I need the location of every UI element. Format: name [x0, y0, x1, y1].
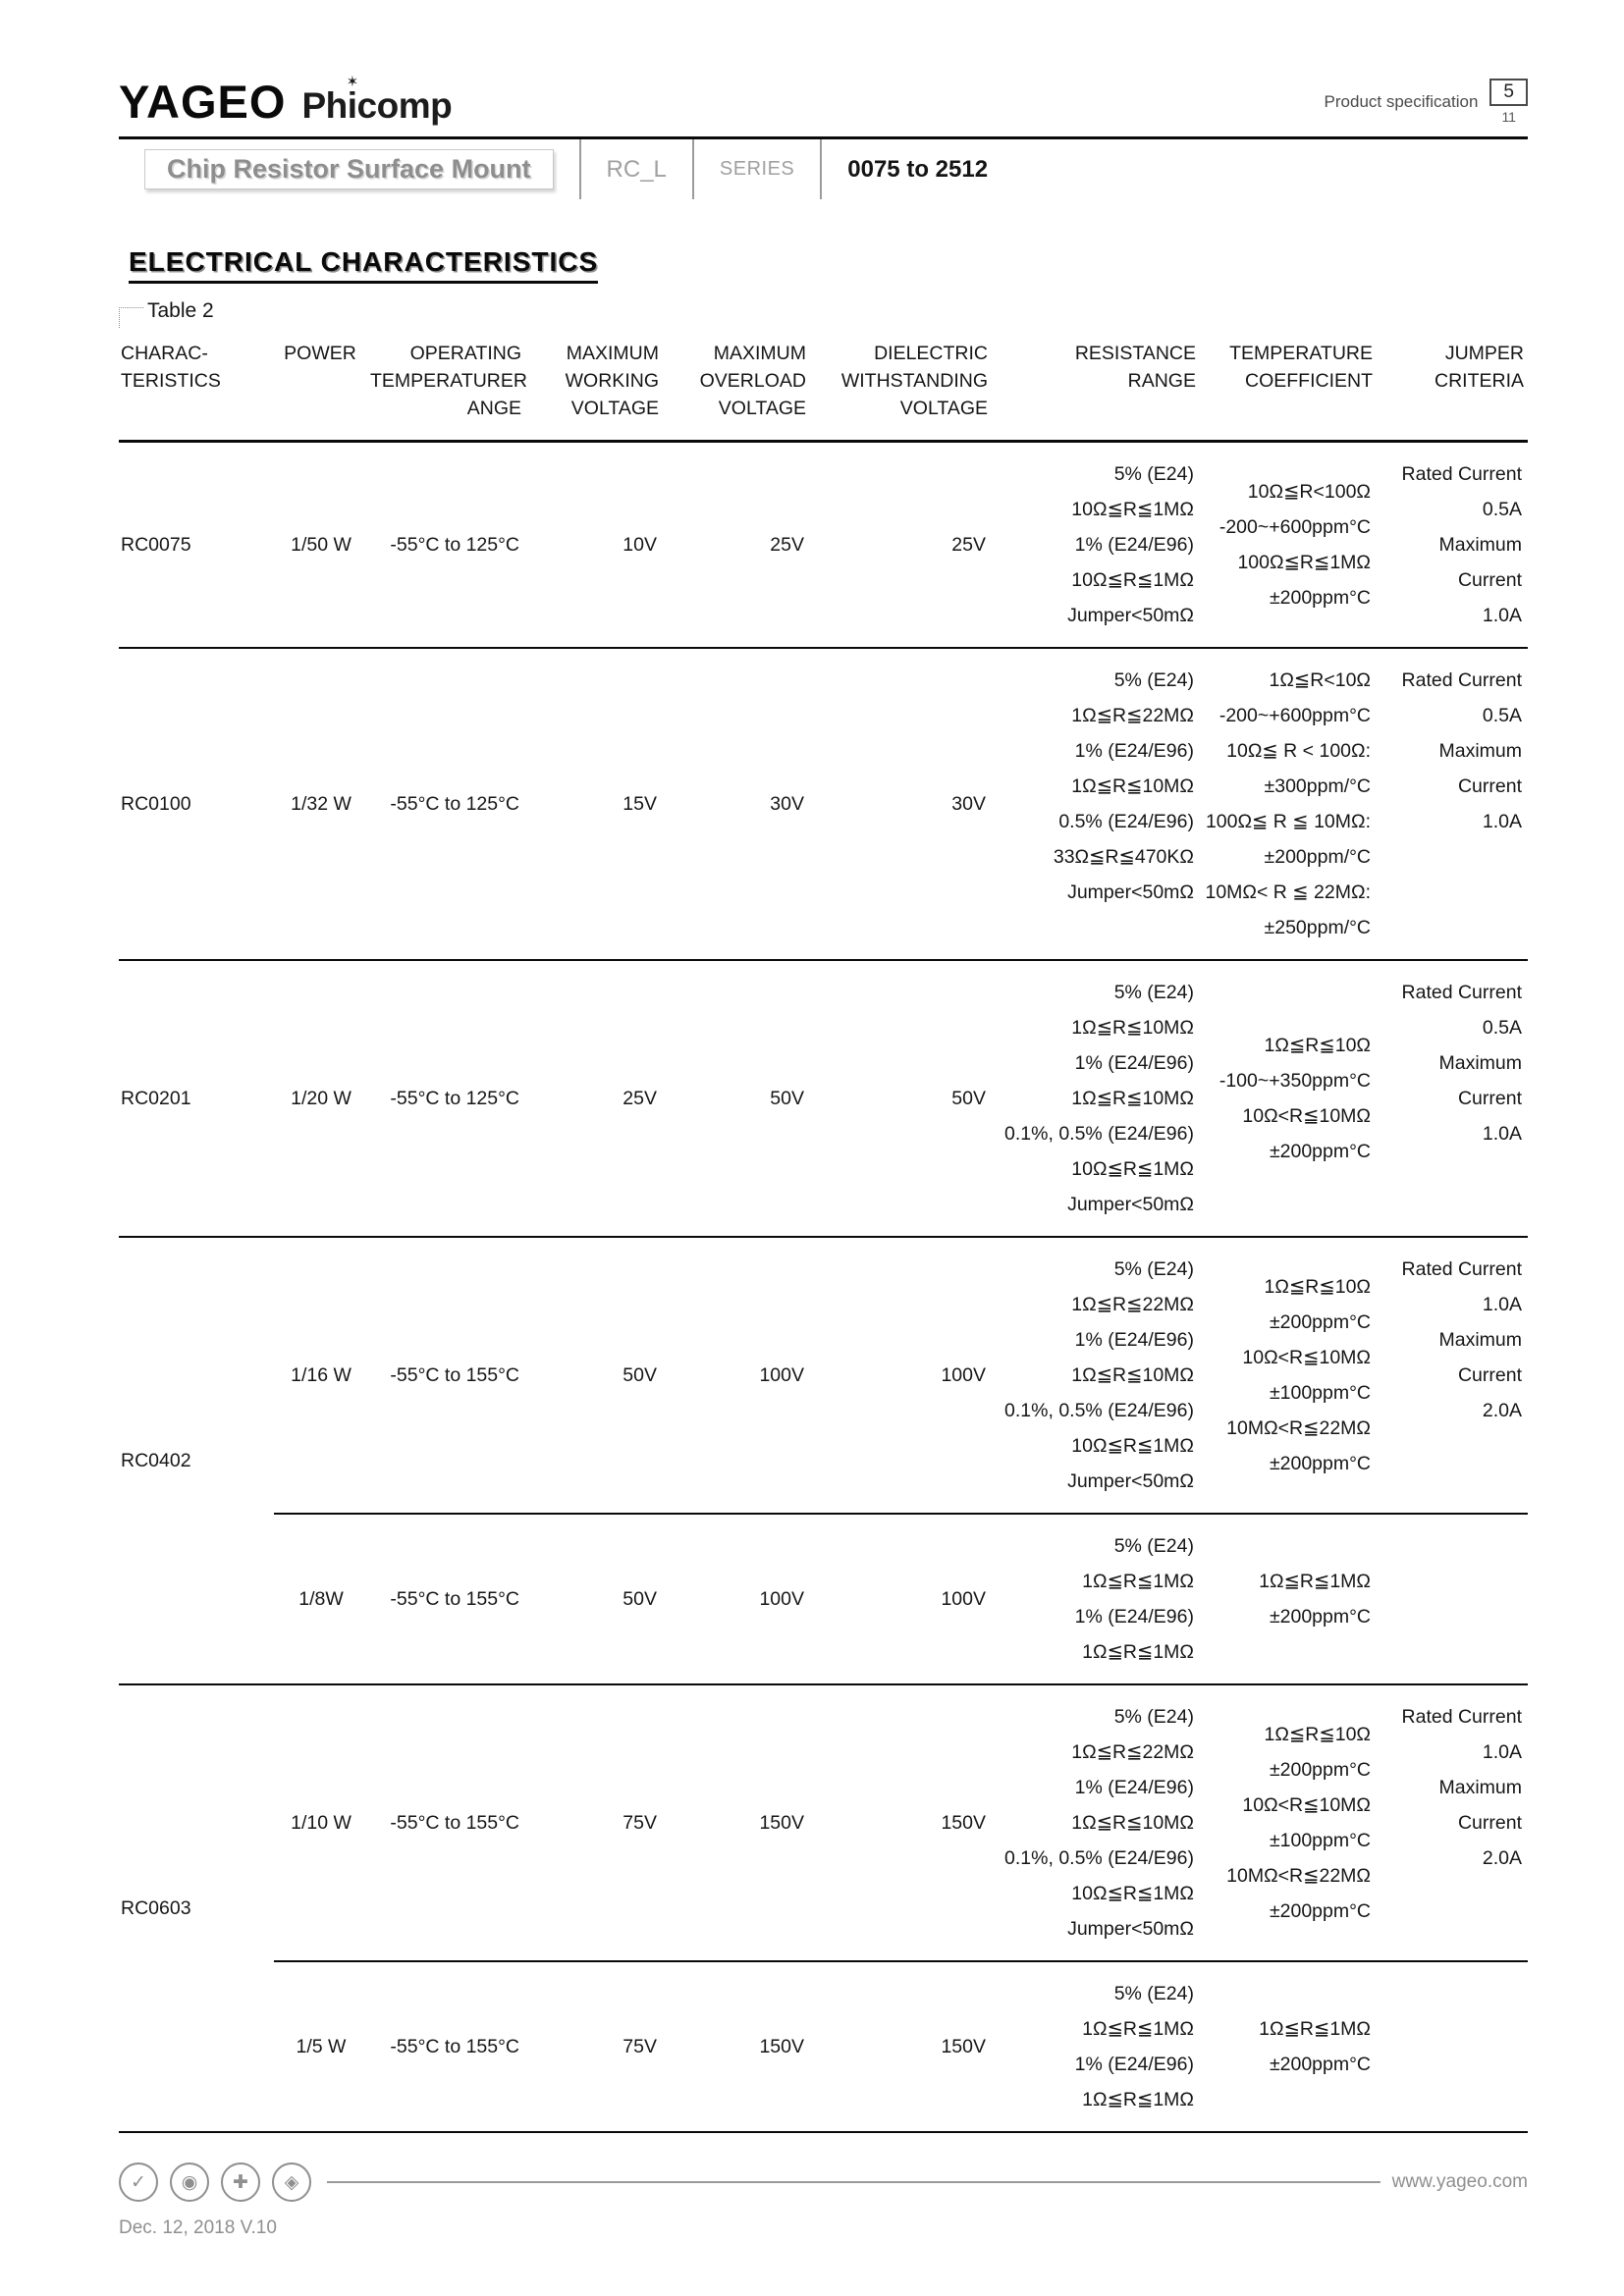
- temp-coefficient-line: 1Ω≦R≦10Ω: [1264, 1724, 1371, 1745]
- temp-coefficient-line: 10Ω<R≦10MΩ: [1242, 1105, 1371, 1127]
- temp-coefficient: [1200, 648, 1377, 960]
- jumper-criteria-line: Current: [1457, 1812, 1522, 1834]
- jumper-criteria-line: Current: [1457, 1364, 1522, 1386]
- temp-coefficient-line: -100~+350ppm°C: [1218, 1070, 1371, 1092]
- jumper-criteria-line: Rated Current: [1401, 463, 1522, 485]
- withstanding-voltage: 100V: [810, 1514, 992, 1684]
- resistance-range: [992, 960, 1200, 1237]
- jumper-criteria-line: 1.0A: [1482, 1123, 1522, 1145]
- jumper-criteria: [1377, 1961, 1528, 2132]
- temp-coefficient-line: 100Ω≦R≦1MΩ: [1237, 552, 1371, 573]
- withstanding-voltage: 150V: [941, 1811, 986, 1834]
- resistance-range-line: 1Ω≦R≦1MΩ: [1082, 2089, 1194, 2110]
- jumper-criteria-line: 1.0A: [1482, 605, 1522, 626]
- resistance-range-line: Jumper<50mΩ: [1067, 881, 1194, 903]
- temp-coefficient-line: 10Ω<R≦10MΩ: [1242, 1794, 1371, 1816]
- phicomp-text-i: ✶ i: [346, 74, 358, 126]
- col-header-power: [274, 336, 368, 442]
- temp-range: -55°C to 155°C: [368, 1961, 525, 2132]
- resistance-range: [992, 1514, 1200, 1684]
- jumper-criteria-line: Rated Current: [1401, 982, 1522, 1003]
- col-header-dielectric-withstanding-voltage: [810, 336, 992, 442]
- temp-coefficient-line: 1Ω≦R≦1MΩ: [1259, 1571, 1371, 1592]
- jumper-criteria-line: 0.5A: [1482, 499, 1522, 520]
- working-voltage: 25V: [525, 960, 663, 1237]
- resistance-range-line: 0.1%, 0.5% (E24/E96): [1004, 1400, 1194, 1421]
- resistance-range-line: 1Ω≦R≦10MΩ: [1071, 1017, 1194, 1039]
- product-spec-area: [1325, 79, 1528, 129]
- section-title: ELECTRICAL CHARACTERISTICS: [129, 246, 598, 284]
- resistance-range-line: 10Ω≦R≦1MΩ: [1071, 1158, 1194, 1180]
- col-header-line: RESISTANCE: [1074, 343, 1196, 364]
- jumper-criteria: [1377, 442, 1528, 649]
- col-header-jumper-criteria: [1377, 336, 1528, 442]
- temp-coefficient-line: ±200ppm°C: [1269, 587, 1371, 609]
- jumper-criteria: [1377, 648, 1528, 960]
- table-row: [119, 960, 1528, 1237]
- temp-coefficient: [1200, 1961, 1377, 2132]
- series-label-box: [694, 139, 820, 199]
- resistance-range-line: 33Ω≦R≦470KΩ: [1053, 846, 1194, 868]
- date-version: Dec. 12, 2018 V.10: [119, 2217, 277, 2238]
- power: 1/10 W: [291, 1811, 352, 1834]
- working-voltage: 75V: [623, 1811, 657, 1834]
- working-voltage: 50V: [525, 1514, 663, 1684]
- temp-coefficient-line: 1Ω≦R≦10Ω: [1264, 1276, 1371, 1298]
- temp-coefficient-line: ±200ppm°C: [1269, 1900, 1371, 1922]
- resistance-range-line: 1% (E24/E96): [1074, 1329, 1194, 1351]
- resistance-range-line: 10Ω≦R≦1MΩ: [1071, 1883, 1194, 1904]
- temp-range: -55°C to 125°C: [368, 960, 525, 1237]
- temp-coefficient-line: ±200ppm/°C: [1264, 846, 1371, 868]
- table-row: [119, 442, 1528, 649]
- resistance-range-line: 1% (E24/E96): [1074, 2054, 1194, 2075]
- resistance-range: [992, 1961, 1200, 2132]
- cert-icon-2: ◉: [170, 2163, 209, 2202]
- jumper-criteria-line: Current: [1457, 775, 1522, 797]
- temp-coefficient-line: 1Ω≦R≦10Ω: [1264, 1035, 1371, 1056]
- power: 1/5 W: [274, 1961, 368, 2132]
- jumper-criteria-line: Maximum: [1438, 1052, 1522, 1074]
- footer: [119, 2163, 1528, 2239]
- resistance-range-line: 1% (E24/E96): [1074, 740, 1194, 762]
- col-header-line: DIELECTRIC: [874, 343, 988, 364]
- resistance-range-line: Jumper<50mΩ: [1067, 1194, 1194, 1215]
- temp-coefficient-line: 10MΩ<R≦22MΩ: [1226, 1417, 1371, 1439]
- temp-coefficient-line: 10Ω≦R<100Ω: [1247, 481, 1371, 503]
- temp-coefficient: [1200, 442, 1377, 649]
- brand-logos: [119, 75, 452, 129]
- temp-coefficient-line: 10MΩ<R≦22MΩ: [1226, 1865, 1371, 1887]
- resistance-range-line: 1Ω≦R≦22MΩ: [1071, 1294, 1194, 1315]
- jumper-criteria-line: 0.5A: [1482, 1017, 1522, 1039]
- resistance-range-line: 5% (E24): [1113, 1258, 1194, 1280]
- temp-coefficient-line: 10MΩ< R ≦ 22MΩ:: [1205, 881, 1371, 903]
- part-name: RC0075: [119, 442, 274, 649]
- col-header-line: COEFFICIENT: [1245, 370, 1373, 392]
- temp-coefficient-line: 1Ω≦R≦1MΩ: [1259, 2018, 1371, 2040]
- cert-icon-1: ✓: [119, 2163, 158, 2202]
- jumper-criteria-line: Maximum: [1438, 740, 1522, 762]
- jumper-criteria: [1377, 1237, 1528, 1514]
- table-label-row: [119, 299, 1528, 328]
- footer-rule: [327, 2181, 1380, 2183]
- table-row: [119, 1684, 1528, 1961]
- col-header-line: CRITERIA: [1434, 370, 1524, 392]
- part-name: RC0201: [119, 960, 274, 1237]
- withstanding-voltage: 100V: [941, 1363, 986, 1386]
- overload-voltage: 50V: [663, 960, 810, 1237]
- resistance-range-line: Jumper<50mΩ: [1067, 1918, 1194, 1940]
- header: [119, 75, 1528, 129]
- resistance-range-line: 5% (E24): [1113, 1983, 1194, 2004]
- resistance-range: [992, 1684, 1200, 1961]
- resistance-range-line: 1Ω≦R≦10MΩ: [1071, 1088, 1194, 1109]
- temp-coefficient-line: ±200ppm°C: [1269, 2054, 1371, 2075]
- jumper-criteria-line: Rated Current: [1401, 1706, 1522, 1728]
- resistance-range-line: 0.5% (E24/E96): [1058, 811, 1194, 832]
- table-row: [119, 1237, 1528, 1514]
- temp-range: -55°C to 125°C: [368, 648, 525, 960]
- resistance-range-line: 1% (E24/E96): [1074, 1777, 1194, 1798]
- resistance-range-line: 0.1%, 0.5% (E24/E96): [1004, 1123, 1194, 1145]
- part-name: RC0402: [119, 1237, 274, 1684]
- resistance-range-line: 5% (E24): [1113, 1535, 1194, 1557]
- jumper-criteria-line: Rated Current: [1401, 1258, 1522, 1280]
- temp-coefficient-line: -200~+600ppm°C: [1218, 516, 1371, 538]
- working-voltage: 15V: [525, 648, 663, 960]
- resistance-range-line: 1Ω≦R≦1MΩ: [1082, 2018, 1194, 2040]
- col-header-resistance-range: [992, 336, 1200, 442]
- power: 1/20 W: [274, 960, 368, 1237]
- jumper-criteria-line: Current: [1457, 1088, 1522, 1109]
- jumper-criteria-line: 2.0A: [1482, 1847, 1522, 1869]
- power: 1/50 W: [274, 442, 368, 649]
- temp-coefficient-line: ±200ppm°C: [1269, 1311, 1371, 1333]
- col-header-line: OVERLOAD: [699, 370, 806, 392]
- jumper-criteria-line: Maximum: [1438, 1777, 1522, 1798]
- resistance-range-line: 5% (E24): [1113, 463, 1194, 485]
- overload-voltage: 150V: [759, 1811, 804, 1834]
- jumper-criteria-line: Current: [1457, 569, 1522, 591]
- jumper-criteria-line: 1.0A: [1482, 1294, 1522, 1315]
- overload-voltage: 150V: [663, 1961, 810, 2132]
- series-range-box: [822, 139, 1013, 199]
- col-header-line: ANGE: [466, 398, 521, 419]
- temp-coefficient-line: ±200ppm°C: [1269, 1606, 1371, 1628]
- series-range: 0075 to 2512: [847, 155, 989, 183]
- series-code: RC_L: [606, 155, 667, 183]
- phicomp-star-icon: ✶: [346, 74, 358, 90]
- jumper-criteria-line: Maximum: [1438, 1329, 1522, 1351]
- page-total: 11: [1501, 109, 1516, 125]
- temp-coefficient-line: 1Ω≦R<10Ω: [1269, 669, 1371, 691]
- jumper-criteria: [1377, 1514, 1528, 1684]
- working-voltage: 10V: [525, 442, 663, 649]
- col-header-maximum-overload-voltage: [663, 336, 810, 442]
- table-row: [119, 1961, 1528, 2132]
- table-row: [119, 648, 1528, 960]
- cert-icon-4: ◈: [272, 2163, 311, 2202]
- jumper-criteria: [1377, 960, 1528, 1237]
- col-header-operating-temperature-range: [368, 336, 525, 442]
- temp-range: -55°C to 155°C: [368, 1514, 525, 1684]
- col-header-maximum-working-voltage: [525, 336, 663, 442]
- table-row: [119, 1514, 1528, 1684]
- certification-icons: [119, 2163, 311, 2202]
- table-header-row: [119, 336, 1528, 442]
- working-voltage: 50V: [623, 1363, 657, 1386]
- table-label: Table 2: [147, 299, 214, 322]
- power: 1/16 W: [291, 1363, 352, 1386]
- resistance-range: [992, 442, 1200, 649]
- power: 1/8W: [274, 1514, 368, 1684]
- resistance-range-line: 10Ω≦R≦1MΩ: [1071, 1435, 1194, 1457]
- power: 1/32 W: [274, 648, 368, 960]
- temp-coefficient-line: 100Ω≦ R ≦ 10MΩ:: [1205, 811, 1371, 832]
- col-header-line: JUMPER: [1444, 343, 1524, 364]
- resistance-range: [992, 648, 1200, 960]
- resistance-range-line: 0.1%, 0.5% (E24/E96): [1004, 1847, 1194, 1869]
- temp-range: -55°C to 125°C: [368, 442, 525, 649]
- series-label: SERIES: [719, 158, 795, 180]
- jumper-criteria-line: Rated Current: [1401, 669, 1522, 691]
- page-number: 5: [1489, 79, 1528, 106]
- jumper-criteria-line: Maximum: [1438, 534, 1522, 556]
- overload-voltage: 100V: [759, 1363, 804, 1386]
- temp-range: -55°C to 155°C: [390, 1363, 519, 1386]
- series-code-box: [581, 139, 692, 199]
- resistance-range-line: 1% (E24/E96): [1074, 1052, 1194, 1074]
- resistance-range-line: 10Ω≦R≦1MΩ: [1071, 499, 1194, 520]
- jumper-criteria-line: 1.0A: [1482, 811, 1522, 832]
- col-header-line: VOLTAGE: [899, 398, 988, 419]
- col-header-line: TEMPERATURE: [1229, 343, 1373, 364]
- withstanding-voltage: 50V: [810, 960, 992, 1237]
- page-number-box: [1489, 79, 1528, 125]
- table-anchor-mark-icon: [119, 307, 143, 328]
- overload-voltage: 25V: [663, 442, 810, 649]
- jumper-criteria-line: 1.0A: [1482, 1741, 1522, 1763]
- resistance-range-line: 1Ω≦R≦10MΩ: [1071, 1812, 1194, 1834]
- temp-coefficient-line: 10Ω≦ R < 100Ω:: [1226, 740, 1371, 762]
- temp-coefficient-line: ±250ppm/°C: [1264, 917, 1371, 938]
- cert-icon-3: ✚: [221, 2163, 260, 2202]
- resistance-range-line: Jumper<50mΩ: [1067, 1470, 1194, 1492]
- resistance-range-line: 5% (E24): [1113, 1706, 1194, 1728]
- col-header-line: WORKING: [565, 370, 659, 392]
- jumper-criteria-line: 2.0A: [1482, 1400, 1522, 1421]
- temp-coefficient-line: -200~+600ppm°C: [1218, 705, 1371, 726]
- phicomp-logo: [301, 74, 453, 127]
- resistance-range-line: 1Ω≦R≦1MΩ: [1082, 1641, 1194, 1663]
- electrical-characteristics-table: [119, 336, 1528, 2133]
- product-title: Chip Resistor Surface Mount: [144, 149, 554, 189]
- yageo-logo: YAGEO: [119, 76, 287, 128]
- temp-coefficient-line: ±200ppm°C: [1269, 1453, 1371, 1474]
- part-name: RC0100: [119, 648, 274, 960]
- jumper-criteria: [1377, 1684, 1528, 1961]
- phicomp-text-comp: comp: [356, 85, 453, 126]
- temp-range: -55°C to 155°C: [390, 1811, 519, 1834]
- col-header-line: OPERATING: [409, 343, 521, 364]
- col-header-line: MAXIMUM: [713, 343, 806, 364]
- col-header-characteristics: [119, 336, 274, 442]
- col-header-line: MAXIMUM: [566, 343, 659, 364]
- jumper-criteria-line: 0.5A: [1482, 705, 1522, 726]
- temp-coefficient: [1200, 1237, 1377, 1514]
- col-header-line: CHARAC-: [121, 343, 208, 364]
- temp-coefficient-line: 10Ω<R≦10MΩ: [1242, 1347, 1371, 1368]
- temp-coefficient: [1200, 1684, 1377, 1961]
- part-name: RC0603: [119, 1684, 274, 2132]
- resistance-range-line: 10Ω≦R≦1MΩ: [1071, 569, 1194, 591]
- temp-coefficient-line: ±200ppm°C: [1269, 1141, 1371, 1162]
- working-voltage: 75V: [525, 1961, 663, 2132]
- footer-line-row: [119, 2163, 1528, 2202]
- overload-voltage: 100V: [663, 1514, 810, 1684]
- temp-coefficient-line: ±300ppm/°C: [1264, 775, 1371, 797]
- temp-coefficient: [1200, 960, 1377, 1237]
- overload-voltage: 30V: [663, 648, 810, 960]
- resistance-range-line: 1% (E24/E96): [1074, 1606, 1194, 1628]
- temp-coefficient-line: ±100ppm°C: [1269, 1830, 1371, 1851]
- withstanding-voltage: 150V: [810, 1961, 992, 2132]
- col-header-line: POWER: [284, 343, 356, 364]
- resistance-range-line: 1Ω≦R≦22MΩ: [1071, 705, 1194, 726]
- series-title-bar: [119, 139, 1528, 199]
- resistance-range-line: 5% (E24): [1113, 982, 1194, 1003]
- withstanding-voltage: 30V: [810, 648, 992, 960]
- col-header-line: TEMPERATURER: [370, 370, 527, 392]
- resistance-range-line: 1Ω≦R≦22MΩ: [1071, 1741, 1194, 1763]
- resistance-range-line: 1Ω≦R≦10MΩ: [1071, 1364, 1194, 1386]
- temp-coefficient: [1200, 1514, 1377, 1684]
- withstanding-voltage: 25V: [810, 442, 992, 649]
- col-header-temperature-coefficient: [1200, 336, 1377, 442]
- website-link[interactable]: www.yageo.com: [1391, 2171, 1528, 2192]
- col-header-line: VOLTAGE: [718, 398, 806, 419]
- resistance-range-line: 1% (E24/E96): [1074, 534, 1194, 556]
- resistance-range-line: 1Ω≦R≦1MΩ: [1082, 1571, 1194, 1592]
- temp-coefficient-line: ±100ppm°C: [1269, 1382, 1371, 1404]
- resistance-range: [992, 1237, 1200, 1514]
- resistance-range-line: 1Ω≦R≦10MΩ: [1071, 775, 1194, 797]
- resistance-range-line: 5% (E24): [1113, 669, 1194, 691]
- product-title-box: [119, 139, 579, 199]
- product-spec-label: Product specification: [1324, 91, 1479, 111]
- col-header-line: TERISTICS: [121, 370, 221, 392]
- phicomp-text-ph: Ph: [301, 85, 348, 126]
- col-header-line: VOLTAGE: [570, 398, 659, 419]
- col-header-line: RANGE: [1127, 370, 1196, 392]
- temp-coefficient-line: ±200ppm°C: [1269, 1759, 1371, 1781]
- resistance-range-line: Jumper<50mΩ: [1067, 605, 1194, 626]
- col-header-line: WITHSTANDING: [840, 370, 988, 392]
